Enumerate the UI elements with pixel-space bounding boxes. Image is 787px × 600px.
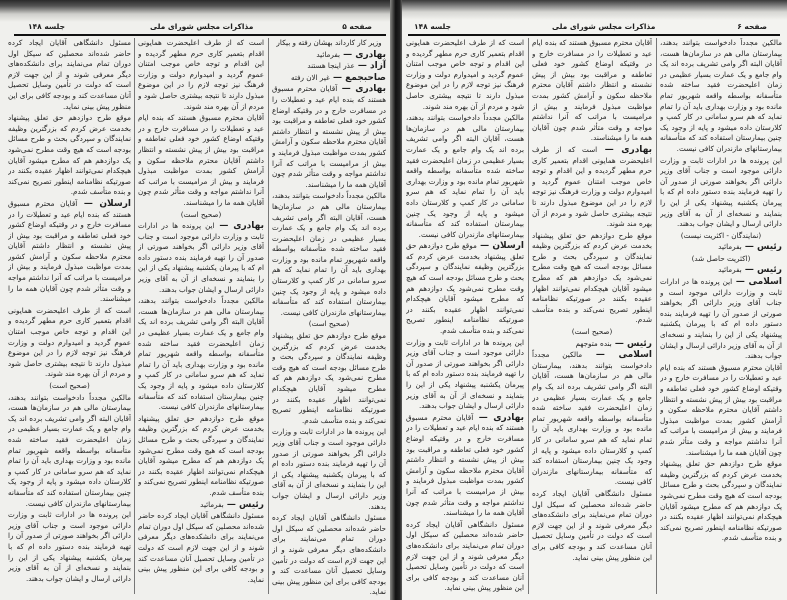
paragraph	[8, 113, 131, 198]
note-line	[272, 50, 386, 61]
paragraph	[532, 489, 652, 563]
paragraph-text: این پرونده ها در ادارات ثابت و وزارت دارائی موجود است و جناب آقای وزیر دارائی اگر بخواهند صورتی از صدور آن را تهیه فرمایند بنده دستور داده ام که با پیرمان یکشنبه پیشنهاد یکی از این را بنمایند و نسخه‌ای از آن به آقای وزیر دارائی ارسال و ایشان جواب بدهند.	[138, 221, 264, 294]
header-title: مذاکرات مجلس شورای ملی	[552, 22, 656, 31]
paragraph-text: این پرونده ها در ادارات ثابت و وزارت دارائی موجود است و جناب آقای وزیر دارائی اگر بخواهند صورتی از صدور آن را تهیه فرمایند بنده دستور داده ام که با پیرمان یکشنبه پیشنهاد یکی از این را بنمایند و نسخه‌ای از آن به آقای وزیر دارائی ارسال و ایشان جواب بدهند.	[660, 155, 782, 229]
paragraph	[138, 38, 264, 112]
paragraph	[138, 296, 264, 413]
paragraph-text: مالکین مجدداً دادخواست بتوانند بدهند، بیمارستان مالی هم در سازمان‌ها هست، آقایان البته اگر وامی تشریف برده اند یک وام جامع و یک عمارت بسیار عظیمی در زمان اعلیحضرت فقید ساخته شده متأسفانه بواسطه واقعه شهریور تمام مانده بود و وزارت بهداری باید آن را تمام نماید که هم سرو سامانی در کار کمپ و کلارستان داده میشود و پایه از وجود یک چنین بیمارستان استفاده کند که متأسفانه بیمارستانهای مازندران کافی نیست.	[272, 191, 386, 317]
left-page	[0, 0, 392, 600]
paragraph-text: آقایان محترم مسبوق هستند که بنده ایام عید و تعطیلات را در مسافرت خارج و در وقتیکه اوضاع کشور خود فعلی تعاطفه و مراقبت بود بیش از پیش نشسته و انتظار داشتم آقایان محترم ملاحظه سکون و آرامش کشور بمدت مواظبت مبذول فرمایند و بیش از مرامیست با مراتب که آنرا نداشتم مواجه و وقت متأثر شدم چون آقایان همه ما را میشناسند.	[660, 362, 782, 457]
note-line	[532, 339, 652, 350]
speaker-name: بهادری —	[214, 221, 264, 232]
paragraph-text: آقایان محترم مسبوق هستند که بنده ایام عید و تعطیلات را در مسافرت خارج و در وقتیکه اوضاع کشور خود فعلی تعاطفه و مراقبت بود بیش از پیش نشسته و انتظار داشتم آقایان محترم ملاحظه سکون و آرامش کشور بمدت مواظبت مبذول فرمایند و بیش از مرامیست با مراتب که آنرا نداشتم مواجه و وقت متأثر شدم چون آقایان همه ما را میشناسند.	[272, 84, 386, 189]
column-divider	[268, 38, 269, 594]
note-text: بفرمائید	[200, 499, 224, 509]
paragraph-text: مالکین مجدداً دادخواست بتوانند بدهند، بیمارستان مالی هم در سازمان‌ها هست، آقایان البته اگر وامی تشریف برده اند یک وام جامع و یک عمارت بسیار عظیمی در زمان اعلیحضرت فقید ساخته شده متأسفانه بواسطه واقعه شهریور تمام مانده بود و وزارت بهداری باید آن را تمام نماید که هم سرو سامانی در کار کمپ و کلارستان داده میشود و پایه از وجود یک چنین بیمارستان استفاده کند که متأسفانه بیمارستانهای مازندران کافی نیست.	[406, 113, 524, 239]
paragraph	[532, 145, 652, 230]
paragraph	[138, 221, 264, 295]
speaker-name: صاحبجمع —	[329, 72, 386, 83]
paragraph	[660, 363, 782, 458]
note-line	[272, 38, 386, 49]
paragraph	[406, 113, 524, 240]
note-text: (صحیح است)	[571, 327, 613, 337]
session-number: جلسه ۱۴۸	[414, 22, 451, 31]
note-line	[138, 500, 264, 511]
paragraph	[406, 338, 524, 412]
note-text: (اکثریت حاصل شد)	[691, 253, 751, 263]
column-divider	[134, 38, 135, 594]
note-line	[272, 73, 386, 84]
note-line	[8, 381, 131, 392]
session-number: جلسه ۱۴۸	[28, 22, 65, 31]
note-line	[532, 327, 652, 338]
header-title: مذاکرات مجلس شورای ملی	[150, 22, 254, 31]
paragraph-text: آقایان محترم مسبوق هستند که بنده ایام عید و تعطیلات را در مسافرت خارج و در وقتیکه اوضاع کشور خود فعلی تعاطفه و مراقبت بود بیش از پیش نشسته و انتظار داشتم آقایان محترم ملاحظه سکون و آرامش کشور بمدت مواظبت مبذول فرمایند و بیش از مرامیست با مراتب که آنرا نداشتم مواجه و وقت متأثر شدم چون آقایان همه ما را میشناسند.	[138, 113, 264, 207]
speaker-name: رئیس —	[611, 338, 652, 349]
note-text: غیر الان رفته	[291, 72, 330, 82]
paragraph-text: مالکین مجدداً دادخواست بتوانند بدهند، بیمارستان مالی هم در سازمان‌ها هست، آقایان البته اگر وامی تشریف برده اند یک وام جامع و یک عمارت بسیار عظیمی در زمان اعلیحضرت فقید ساخته شده متأسفانه بواسطه واقعه شهریور تمام مانده بود و وزارت بهداری باید آن را تمام نماید که هم سرو سامانی در کار کمپ و کلارستان داده میشود و پایه از وجود یک چنین بیمارستان استفاده کند که متأسفانه بیمارستانهای مازندران کافی نیست.	[660, 38, 782, 153]
right-page	[402, 0, 787, 600]
paragraph	[8, 510, 131, 584]
paragraph	[660, 459, 782, 544]
note-line	[272, 61, 386, 72]
speaker-name: بهادری —	[473, 412, 524, 423]
paragraph-text: این پرونده ها در ادارات ثابت و وزارت دارائی موجود است و جناب آقای وزیر دارائی اگر بخواهند صورتی از صدور آن را تهیه فرمایند بنده دستور داده ام که با پیرمان یکشنبه پیشنهاد یکی از این را بنمایند و نسخه‌ای از آن به آقای وزیر دارائی ارسال و ایشان جواب بدهند.	[660, 277, 782, 361]
paragraph	[272, 84, 386, 190]
speaker-name: بهادری —	[339, 49, 386, 60]
paragraph-text: آقایان محترم مسبوق هستند که بنده ایام عید و تعطیلات را در مسافرت خارج و در وقتیکه اوضاع کشور خود فعلی تعاطفه و مراقبت بود بیش از پیش نشسته و انتظار داشتم آقایان محترم ملاحظه سکون و آرامش کشور بمدت مواظبت مبذول فرمایند و بیش از مرامیست با مراتب که آنرا نداشتم مواجه و وقت متأثر شدم چون آقایان همه ما را میشناسند.	[8, 198, 131, 304]
paragraph-text: موقع طرح دوازدهم حق تعلق پیشنهاد بخدمت عرض کردم که بزرگترین وظیفه نمایندگان و سپردگی بحث و طرح مسائل بودجه است که هیچ وقت مطرح نمی‌شود یک دوازدهم هم که مطرح میشود آقایان هیچکدام نمی‌توانند اظهار عقیده بکنند در صورتیکه نظامنامه اینطور تصریح نمی‌کند و بنده متأسف شدم.	[272, 331, 386, 425]
note-text: بفرمائید	[718, 265, 742, 275]
column	[532, 38, 652, 596]
paragraph	[660, 277, 782, 362]
note-line	[660, 231, 782, 242]
column	[138, 38, 264, 596]
paragraph-text: موقع طرح دوازدهم حق تعلق پیشنهاد بخدمت عرض کردم که بزرگترین وظیفه نمایندگان و سپردگی بحث و طرح مسائل بودجه است که هیچ وقت مطرح نمی‌شود یک دوازدهم هم که مطرح میشود آقایان هیچکدام نمی‌توانند اظهار عقیده بکنند در صورتیکه نظامنامه اینطور تصریح نمی‌کند و بنده متأسف شدم.	[406, 241, 524, 336]
paragraph-text: است که از طرف اعلیحضرت همایونی اقدام بتعمیر کاری حرم مطهر گردیده و این اقدام و توجه خاص موجب امتنان عموم گردید و امیدوارم دولت و وزارت فرهنگ نیز توجه لازم را در این موضوع مبذول دارند تا نتیجه بیشتری حاصل شود و مردم از آن بهره مند شوند.	[138, 38, 264, 111]
note-line	[660, 254, 782, 265]
column	[8, 38, 131, 596]
note-text: (صحیح است)	[308, 319, 350, 329]
paragraph	[8, 306, 131, 380]
note-text: بنده متوجهم	[575, 338, 612, 348]
column	[660, 38, 782, 596]
paragraph	[406, 38, 524, 112]
paragraph	[8, 38, 131, 112]
note-text: بفرمائید	[718, 242, 742, 252]
paragraph-text: مسئول دانشگاهی آقایان ایجاد کرده حاضر شده‌اند محصلین که سیکل اول دوران تمام می‌نمایند برای دانشکده‌های دیگر معرفی شوند و از این جهت لازم است که دولت در تأمین وسایل تحصیل آنان مساعدت کند و بودجه کافی برای این منظور پیش بینی نماید.	[8, 38, 131, 111]
paragraph	[138, 414, 264, 499]
paragraph-text: مالکین مجدداً دادخواست بتوانند بدهند، بیمارستان مالی هم در سازمان‌ها هست، آقایان البته اگر وامی تشریف برده اند یک وام جامع و یک عمارت بسیار عظیمی در زمان اعلیحضرت فقید ساخته شده متأسفانه بواسطه واقعه شهریور تمام مانده بود و وزارت بهداری باید آن را تمام نماید که هم سرو سامانی در کار کمپ و کلارستان داده میشود و پایه از وجود یک چنین بیمارستان استفاده کند که متأسفانه بیمارستانهای مازندران کافی نیست.	[8, 392, 131, 508]
paragraph	[8, 199, 131, 305]
header-rule	[14, 34, 386, 36]
paragraph-text: این پرونده ها در ادارات ثابت و وزارت دارائی موجود است و جناب آقای وزیر دارائی اگر بخواهند صورتی از صدور آن را تهیه فرمایند بنده دستور داده ام که با پیرمان یکشنبه پیشنهاد یکی از این را بنمایند و نسخه‌ای از آن به آقای وزیر دارائی ارسال و ایشان جواب بدهند.	[406, 337, 524, 411]
page-number: صفحه ۶	[737, 22, 767, 31]
paragraph-text: موقع طرح دوازدهم حق تعلق پیشنهاد بخدمت عرض کردم که بزرگترین وظیفه نمایندگان و سپردگی بحث و طرح مسائل بودجه است که هیچ وقت مطرح نمی‌شود یک دوازدهم هم که مطرح میشود آقایان هیچکدام نمی‌توانند اظهار عقیده بکنند در صورتیکه نظامنامه اینطور تصریح نمی‌کند و بنده متأسف شدم.	[532, 230, 652, 325]
paragraph	[272, 331, 386, 426]
column-divider	[528, 38, 529, 594]
paragraph-text: این پرونده ها در ادارات ثابت و وزارت دارائی موجود است و جناب آقای وزیر دارائی اگر بخواهند صورتی از صدور آن را تهیه فرمایند بنده دستور داده ام که با پیرمان یکشنبه پیشنهاد یکی از این را بنمایند و نسخه‌ای از آن به آقای وزیر دارائی ارسال و ایشان جواب بدهند.	[8, 510, 131, 583]
speaker-name: ارسلان —	[476, 241, 524, 252]
paragraph	[532, 38, 652, 144]
paragraph	[406, 241, 524, 336]
note-text: بفرمائید	[316, 49, 340, 59]
note-line	[138, 210, 264, 221]
paragraph-text: است که از طرف اعلیحضرت همایونی اقدام بتعمیر کاری حرم مطهر گردیده و این اقدام و توجه خاص موجب امتنان عموم گردید و امیدوارم دولت و وزارت فرهنگ نیز توجه لازم را در این موضوع مبذول دارند تا نتیجه بیشتری حاصل شود و مردم از آن بهره مند شوند.	[532, 144, 652, 229]
paragraph-text: است که از طرف اعلیحضرت همایونی اقدام بتعمیر کاری حرم مطهر گردیده و این اقدام و توجه خاص موجب امتنان عموم گردید و امیدوارم دولت و وزارت فرهنگ نیز توجه لازم را در این موضوع مبذول دارند تا نتیجه بیشتری حاصل شود و مردم از آن بهره مند شوند.	[406, 38, 524, 111]
paragraph-text: موقع طرح دوازدهم حق تعلق پیشنهاد بخدمت عرض کردم که بزرگترین وظیفه نمایندگان و سپردگی بحث و طرح مسائل بودجه است که هیچ وقت مطرح نمی‌شود یک دوازدهم هم که مطرح میشود آقایان هیچکدام نمی‌توانند اظهار عقیده بکنند در صورتیکه نظامنامه اینطور تصریح نمی‌کند و بنده متأسف شدم.	[138, 413, 264, 497]
paragraph-text: مسئول دانشگاهی آقایان ایجاد کرده حاضر شده‌اند محصلین که سیکل اول دوران تمام می‌نمایند برای دانشکده‌های دیگر معرفی شوند و از این جهت لازم است که دولت در تأمین وسایل تحصیل آنان مساعدت کند و بودجه کافی برای این منظور پیش بینی نماید.	[272, 513, 386, 596]
note-line	[272, 319, 386, 330]
header-rule	[408, 34, 780, 36]
column-divider	[656, 38, 657, 594]
speaker-name: بهادری —	[597, 144, 652, 155]
paragraph	[138, 113, 264, 208]
speaker-name: بهادری —	[337, 84, 386, 95]
paragraph	[272, 513, 386, 596]
speaker-name: آزاد —	[354, 61, 386, 72]
note-line	[660, 265, 782, 276]
paragraph	[406, 413, 524, 519]
speaker-name: رئیس —	[223, 499, 264, 510]
paragraph	[660, 38, 782, 155]
paragraph-text: آقایان محترم مسبوق هستند که بنده ایام عید و تعطیلات را در مسافرت خارج و در وقتیکه اوضاع کشور خود فعلی تعاطفه و مراقبت بود بیش از پیش نشسته و انتظار داشتم آقایان محترم ملاحظه سکون و آرامش کشور بمدت مواظبت مبذول فرمایند و بیش از مرامیست با مراتب که آنرا نداشتم مواجه و وقت متأثر شدم چون آقایان همه ما را میشناسند.	[532, 38, 652, 143]
note-text: (صحیح است)	[49, 381, 90, 390]
paragraph	[272, 191, 386, 318]
column	[272, 38, 386, 596]
note-text: وزیر کار کارداند بهشان رفته و بیکار	[276, 38, 382, 47]
note-line	[660, 242, 782, 253]
paragraph-text: موقع طرح دوازدهم حق تعلق پیشنهاد بخدمت عرض کردم که بزرگترین وظیفه نمایندگان و سپردگی بحث و طرح مسائل بودجه است که هیچ وقت مطرح نمی‌شود یک دوازدهم هم که مطرح میشود آقایان هیچکدام نمی‌توانند اظهار عقیده بکنند در صورتیکه نظامنامه اینطور تصریح نمی‌کند و بنده متأسف شدم.	[660, 459, 782, 543]
paragraph	[660, 156, 782, 230]
paragraph-text: است که از طرف اعلیحضرت همایونی اقدام بتعمیر کاری حرم مطهر گردیده و این اقدام و توجه خاص موجب امتنان عموم گردید و امیدوارم دولت و وزارت فرهنگ نیز توجه لازم را در این موضوع مبذول دارند تا نتیجه بیشتری حاصل شود و مردم از آن بهره مند شوند.	[8, 305, 131, 379]
paragraph	[138, 511, 264, 585]
paragraph-text: این پرونده ها در ادارات ثابت و وزارت دارائی موجود است و جناب آقای وزیر دارائی اگر بخواهند صورتی از صدور آن را تهیه فرمایند بنده دستور داده ام که با پیرمان یکشنبه پیشنهاد یکی از این را بنمایند و نسخه‌ای از آن به آقای وزیر دارائی ارسال و ایشان جواب بدهند.	[272, 427, 386, 511]
paragraph	[532, 231, 652, 326]
paragraph-text: مالکین مجدداً دادخواست بتوانند بدهند، بیمارستان مالی هم در سازمان‌ها هست، آقایان البته اگر وامی تشریف برده اند یک وام جامع و یک عمارت بسیار عظیمی در زمان اعلیحضرت فقید ساخته شده متأسفانه بواسطه واقعه شهریور تمام مانده بود و وزارت بهداری باید آن را تمام نماید که هم سرو سامانی در کار کمپ و کلارستان داده میشود و پایه از وجود یک چنین بیمارستان استفاده کند که متأسفانه بیمارستانهای مازندران کافی نیست.	[138, 296, 264, 412]
paragraph	[8, 393, 131, 510]
note-text: (صحیح است)	[180, 209, 222, 219]
column	[406, 38, 524, 596]
paragraph	[532, 350, 652, 488]
paragraph	[272, 427, 386, 512]
paragraph	[406, 520, 524, 594]
paragraph-text: مسئول دانشگاهی آقایان ایجاد کرده حاضر شده‌اند محصلین که سیکل اول دوران تمام می‌نمایند برای دانشکده‌های دیگر معرفی شوند و از این جهت لازم است که دولت در تأمین وسایل تحصیل آنان مساعدت کند و بودجه کافی برای این منظور پیش بینی نماید.	[406, 519, 524, 593]
speaker-name: اسلامی —	[732, 277, 782, 288]
speaker-name: اسلامی —	[582, 350, 652, 361]
note-text: عذر اینجا هستند	[307, 61, 355, 71]
paragraph-text: مالکین مجدداً دادخواست بتوانند بدهند، بیمارستان مالی هم در سازمان‌ها هست، آقایان البته اگر وامی تشریف برده اند یک وام جامع و یک عمارت بسیار عظیمی در زمان اعلیحضرت فقید ساخته شده متأسفانه بواسطه واقعه شهریور تمام مانده بود و وزارت بهداری باید آن را تمام نماید که هم سرو سامانی در کار کمپ و کلارستان داده میشود و پایه از وجود یک چنین بیمارستان استفاده کند که متأسفانه بیمارستانهای مازندران کافی نیست.	[532, 350, 652, 487]
speaker-name: رئیس —	[741, 242, 782, 253]
paragraph-text: آقایان محترم مسبوق هستند که بنده ایام عید و تعطیلات را در مسافرت خارج و در وقتیکه اوضاع کشور خود فعلی تعاطفه و مراقبت بود بیش از پیش نشسته و انتظار داشتم آقایان محترم ملاحظه سکون و آرامش کشور بمدت مواظبت مبذول فرمایند و بیش از مرامیست با مراتب که آنرا نداشتم مواجه و وقت متأثر شدم چون آقایان همه ما را میشناسند.	[406, 412, 524, 518]
note-text: (نمایندگان - اکثریت نیست)	[680, 230, 762, 240]
speaker-name: ارسلان —	[77, 198, 131, 209]
paragraph-text: مسئول دانشگاهی آقایان ایجاد کرده حاضر شده‌اند محصلین که سیکل اول دوران تمام می‌نمایند برای دانشکده‌های دیگر معرفی شوند و از این جهت لازم است که دولت در تأمین وسایل تحصیل آنان مساعدت کند و بودجه کافی برای این منظور پیش بینی نماید.	[532, 488, 652, 562]
paragraph-text: مسئول دانشگاهی آقایان ایجاد کرده حاضر شده‌اند محصلین که سیکل اول دوران تمام می‌نمایند برای دانشکده‌های دیگر معرفی شوند و از این جهت لازم است که دولت در تأمین وسایل تحصیل آنان مساعدت کند و بودجه کافی برای این منظور پیش بینی نماید.	[138, 511, 264, 584]
speaker-name: رئیس —	[741, 265, 782, 276]
paragraph-text: موقع طرح دوازدهم حق تعلق پیشنهاد بخدمت عرض کردم که بزرگترین وظیفه نمایندگان و سپردگی بحث و طرح مسائل بودجه است که هیچ وقت مطرح نمی‌شود یک دوازدهم هم که مطرح میشود آقایان هیچکدام نمی‌توانند اظهار عقیده بکنند در صورتیکه نظامنامه اینطور تصریح نمی‌کند و بنده متأسف شدم.	[8, 113, 131, 197]
page-number: صفحه ۵	[342, 22, 372, 31]
